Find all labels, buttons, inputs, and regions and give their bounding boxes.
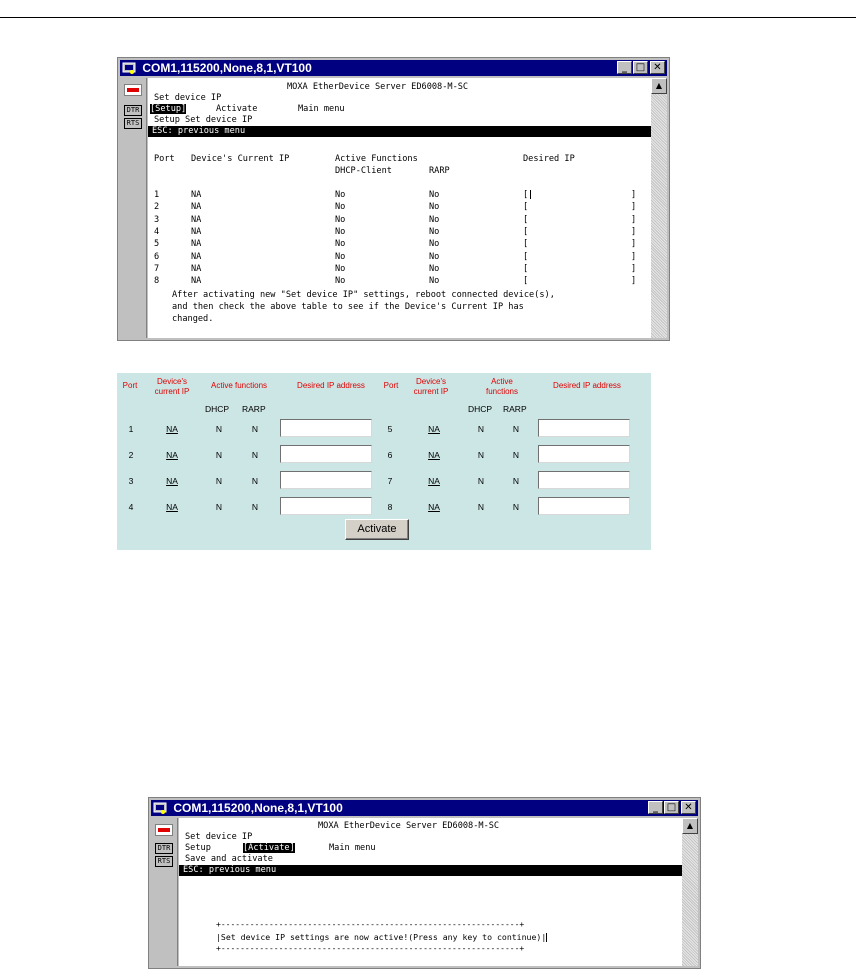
- form-right-sub-dhcp: DHCP: [468, 404, 493, 414]
- row-dhcp-client: No: [335, 226, 346, 237]
- desired-ip-input-port-6[interactable]: [538, 445, 630, 463]
- desired-ip-open-bracket[interactable]: [: [523, 263, 529, 274]
- form-left-col-active: Active functions: [210, 381, 268, 390]
- window-title: COM1,115200,None,8,1,VT100: [173, 801, 343, 815]
- message-box-bottom: +--------------------------------------------------------------+: [216, 944, 525, 953]
- status-message: |Set device IP settings are now active!(Press any key to continue)|: [216, 932, 547, 942]
- page-top-rule: [0, 17, 856, 18]
- col-active-functions: Active Functions: [335, 154, 418, 164]
- signal-panel: [120, 78, 147, 338]
- terminal-line-title: Set device IP: [154, 93, 222, 103]
- note-line-3: changed.: [172, 314, 214, 324]
- set-device-ip-form: [117, 373, 651, 550]
- vertical-scrollbar[interactable]: [682, 818, 698, 966]
- scroll-up-icon[interactable]: ▲: [651, 78, 667, 94]
- form-left-row-dhcp: N: [215, 476, 223, 486]
- form-right-row-port: 7: [387, 476, 393, 486]
- form-right-row-dhcp: N: [477, 502, 485, 512]
- terminal-header: MOXA EtherDevice Server ED6008-M-SC: [287, 82, 469, 92]
- form-right-col-active-2: functions: [485, 387, 519, 396]
- form-left-row-dhcp: N: [215, 424, 223, 434]
- menu-main[interactable]: Main menu: [298, 104, 345, 114]
- desired-ip-close-bracket[interactable]: ]: [631, 239, 637, 250]
- terminal-line-action: Save and activate: [185, 854, 273, 864]
- form-left-row-current-ip[interactable]: NA: [166, 502, 178, 512]
- minimize-button[interactable]: _: [648, 801, 663, 814]
- form-left-col-port: Port: [122, 381, 138, 390]
- window-title-bar[interactable]: [120, 60, 667, 76]
- desired-ip-close-bracket[interactable]: ]: [631, 202, 637, 213]
- row-rarp: No: [429, 202, 440, 213]
- connection-led-icon: [124, 84, 142, 96]
- terminal-line-title: Set device IP: [185, 832, 253, 842]
- row-rarp: No: [429, 239, 440, 250]
- form-right-row-dhcp: N: [477, 424, 485, 434]
- form-left-row-rarp: N: [251, 450, 259, 460]
- row-port: 5: [154, 239, 160, 250]
- row-dhcp-client: No: [335, 251, 346, 262]
- sub-dhcp-client: DHCP-Client: [335, 166, 392, 176]
- terminal-screen[interactable]: [179, 818, 682, 966]
- form-left-row-rarp: N: [251, 502, 259, 512]
- desired-ip-close-bracket[interactable]: ]: [631, 226, 637, 237]
- row-rarp: No: [429, 214, 440, 225]
- vertical-scrollbar[interactable]: [651, 78, 667, 338]
- desired-ip-open-bracket[interactable]: [: [523, 239, 529, 250]
- connection-led-icon: [155, 824, 173, 836]
- maximize-button[interactable]: □: [664, 801, 679, 814]
- terminal-window-setup[interactable]: [117, 57, 670, 341]
- esc-bar: ESC: previous menu: [179, 865, 682, 876]
- form-right-col-current-ip-2: current IP: [413, 387, 449, 396]
- terminal-app-icon: [122, 61, 136, 75]
- form-left-row-port: 1: [128, 424, 134, 434]
- row-rarp: No: [429, 263, 440, 274]
- form-right-col-port: Port: [383, 381, 399, 390]
- row-port: 6: [154, 251, 160, 262]
- desired-ip-close-bracket[interactable]: ]: [631, 214, 637, 225]
- form-right-row-rarp: N: [512, 502, 520, 512]
- form-left-row-port: 3: [128, 476, 134, 486]
- desired-ip-open-bracket[interactable]: [: [523, 214, 529, 225]
- row-port: 3: [154, 214, 160, 225]
- menu-activate[interactable]: [Activate]: [243, 843, 295, 853]
- rts-indicator[interactable]: RTS: [155, 856, 173, 867]
- row-port: 2: [154, 202, 160, 213]
- desired-ip-open-bracket[interactable]: [: [523, 276, 529, 287]
- form-right-row-port: 6: [387, 450, 393, 460]
- window-title: COM1,115200,None,8,1,VT100: [142, 61, 312, 75]
- scroll-up-icon[interactable]: ▲: [682, 818, 698, 834]
- row-rarp: No: [429, 276, 440, 287]
- esc-bar: ESC: previous menu: [148, 126, 651, 137]
- text-cursor: [530, 190, 531, 199]
- row-current-ip: NA: [191, 251, 202, 262]
- form-left-row-dhcp: N: [215, 450, 223, 460]
- desired-ip-open-bracket[interactable]: [: [523, 226, 529, 237]
- row-dhcp-client: No: [335, 214, 346, 225]
- row-current-ip: NA: [191, 202, 202, 213]
- desired-ip-input-port-1[interactable]: [280, 419, 372, 437]
- dtr-indicator[interactable]: DTR: [124, 105, 142, 116]
- form-left-col-desired: Desired IP address: [297, 381, 365, 390]
- form-left-row-rarp: N: [251, 424, 259, 434]
- form-left-col-current-ip-1: Device's: [157, 377, 187, 386]
- form-right-col-active-1: Active: [491, 377, 513, 386]
- row-rarp: No: [429, 226, 440, 237]
- row-current-ip: NA: [191, 263, 202, 274]
- desired-ip-input-port-3[interactable]: [280, 471, 372, 489]
- form-right-row-rarp: N: [512, 424, 520, 434]
- row-port: 4: [154, 226, 160, 237]
- col-current-ip: Device's Current IP: [191, 154, 290, 164]
- col-desired-ip: Desired IP: [523, 154, 575, 164]
- menu-main[interactable]: Main menu: [329, 843, 376, 853]
- sub-rarp: RARP: [429, 166, 450, 176]
- form-left-row-port: 2: [128, 450, 134, 460]
- row-current-ip: NA: [191, 239, 202, 250]
- note-line-2: and then check the above table to see if the Device's Current IP has: [172, 302, 524, 312]
- terminal-header: MOXA EtherDevice Server ED6008-M-SC: [318, 821, 500, 831]
- row-current-ip: NA: [191, 226, 202, 237]
- form-left-row-current-ip[interactable]: NA: [166, 424, 178, 434]
- form-left-sub-dhcp: DHCP: [205, 404, 230, 414]
- desired-ip-close-bracket[interactable]: ]: [631, 276, 637, 287]
- form-right-row-current-ip[interactable]: NA: [428, 450, 440, 460]
- rts-indicator[interactable]: RTS: [124, 118, 142, 129]
- row-dhcp-client: No: [335, 239, 346, 250]
- form-left-row-current-ip[interactable]: NA: [166, 450, 178, 460]
- minimize-button[interactable]: _: [617, 61, 632, 74]
- close-button[interactable]: ✕: [681, 801, 696, 814]
- row-current-ip: NA: [191, 276, 202, 287]
- form-right-row-dhcp: N: [477, 476, 485, 486]
- row-rarp: No: [429, 190, 440, 200]
- row-port: 1: [154, 190, 160, 200]
- message-box-text: [216, 932, 547, 942]
- dtr-indicator[interactable]: DTR: [155, 843, 173, 854]
- menu-activate[interactable]: Activate: [216, 104, 258, 114]
- row-dhcp-client: No: [335, 202, 346, 213]
- row-dhcp-client: No: [335, 263, 346, 274]
- note-line-1: After activating new "Set device IP" settings, reboot connected device(s),: [172, 290, 555, 300]
- form-right-row-rarp: N: [512, 476, 520, 486]
- text-cursor: [546, 933, 547, 942]
- terminal-app-icon: [153, 801, 167, 815]
- desired-ip-input-port-2[interactable]: [280, 445, 372, 463]
- row-port: 8: [154, 276, 160, 287]
- desired-ip-open-bracket[interactable]: [: [523, 190, 529, 200]
- menu-setup[interactable]: [Setup]: [150, 104, 187, 114]
- terminal-window-activate[interactable]: [148, 797, 701, 969]
- row-dhcp-client: No: [335, 190, 346, 200]
- desired-ip-input-port-4[interactable]: [280, 497, 372, 515]
- terminal-line-breadcrumb: Setup Set device IP: [154, 115, 253, 125]
- form-right-col-desired: Desired IP address: [553, 381, 621, 390]
- form-right-row-rarp: N: [512, 450, 520, 460]
- form-left-row-dhcp: N: [215, 502, 223, 512]
- row-current-ip: NA: [191, 190, 202, 200]
- desired-ip-close-bracket[interactable]: ]: [631, 263, 637, 274]
- desired-ip-close-bracket[interactable]: ]: [631, 251, 637, 262]
- row-rarp: No: [429, 251, 440, 262]
- form-right-col-current-ip-1: Device's: [416, 377, 446, 386]
- form-left-sub-rarp: RARP: [242, 404, 266, 414]
- form-right-row-current-ip[interactable]: NA: [428, 476, 440, 486]
- col-port: Port: [154, 154, 175, 164]
- form-right-row-port: 8: [387, 502, 393, 512]
- form-left-row-current-ip[interactable]: NA: [166, 476, 178, 486]
- desired-ip-open-bracket[interactable]: [: [523, 251, 529, 262]
- form-left-row-rarp: N: [251, 476, 259, 486]
- desired-ip-open-bracket[interactable]: [: [523, 202, 529, 213]
- terminal-screen[interactable]: [148, 78, 651, 338]
- form-right-row-current-ip[interactable]: NA: [428, 502, 440, 512]
- desired-ip-close-bracket[interactable]: ]: [631, 190, 637, 200]
- desired-ip-input-port-5[interactable]: [538, 419, 630, 437]
- activate-button[interactable]: Activate: [345, 519, 409, 540]
- window-title-bar[interactable]: [151, 800, 698, 816]
- menu-setup[interactable]: Setup: [185, 843, 211, 853]
- form-right-row-port: 5: [387, 424, 393, 434]
- row-dhcp-client: No: [335, 276, 346, 287]
- message-box-top: +--------------------------------------------------------------+: [216, 920, 525, 929]
- form-right-row-dhcp: N: [477, 450, 485, 460]
- form-left-row-port: 4: [128, 502, 134, 512]
- form-right-sub-rarp: RARP: [503, 404, 527, 414]
- form-right-row-current-ip[interactable]: NA: [428, 424, 440, 434]
- desired-ip-input-port-8[interactable]: [538, 497, 630, 515]
- form-left-col-current-ip-2: current IP: [154, 387, 190, 396]
- maximize-button[interactable]: □: [633, 61, 648, 74]
- close-button[interactable]: ✕: [650, 61, 665, 74]
- desired-ip-input-port-7[interactable]: [538, 471, 630, 489]
- row-current-ip: NA: [191, 214, 202, 225]
- row-port: 7: [154, 263, 160, 274]
- signal-panel: [151, 818, 178, 966]
